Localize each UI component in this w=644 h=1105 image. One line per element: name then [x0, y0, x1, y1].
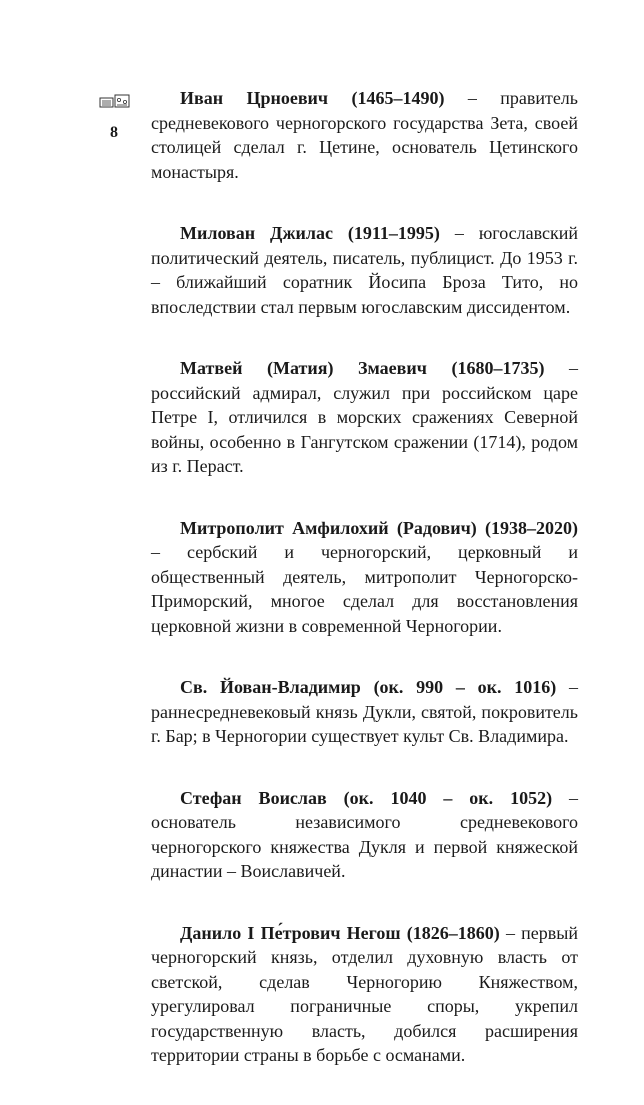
entry-danilo-petrovic-njegos — [151, 921, 578, 1068]
entry-text: – раннесредневековый князь Дукли, святой, покровитель г. Бар; в Черногории существует культ Св. Владимира. — [151, 677, 579, 746]
entry-text: – основатель независимого средневекового черногорского княжества Дукля и первой княжеской династии – Воиславичей. — [151, 787, 578, 881]
entry-name: Митрополит Амфилохий (Радович) (1938–2020) — [180, 517, 578, 538]
entry-milovan-djilas — [151, 221, 578, 319]
entry-metropolitan-amfilohije — [151, 516, 578, 639]
entry-stefan-vojislav — [151, 786, 578, 884]
entry-name: Стефан Воислав (ок. 1040 – ок. 1052) — [180, 787, 553, 808]
entry-text: – российский адмирал, служил при российском царе Петре I, отличился в морских сражениях Северной войны, особенно в Гангутском сражении (1714), родом из г. Пераст. — [151, 358, 578, 476]
entry-name: Милован Джилас (1911–1995) — [180, 223, 440, 243]
entry-name: Иван Црноевич (1465–1490) — [180, 88, 445, 108]
entry-name: Данило I Пе́трович Негош (1826–1860) — [180, 922, 500, 943]
book-margin-icon — [99, 93, 131, 109]
entry-text: – югославский политический деятель, писатель, публицист. До 1953 г. – ближайший соратник Йосипа Броза Тито, но впоследствии стал первым югославским диссидентом. — [151, 223, 578, 317]
entry-text: – первый черногорский князь, отделил духовную власть от светской, сделав Черногорию Княжеством, урегулировал пограничные споры, укрепил государственную власть, добился расширения территории страны в борьбе с османами. — [151, 922, 578, 1065]
page-number: 8 — [110, 124, 118, 141]
entry-matvey-zmaevich — [151, 356, 578, 479]
entry-ivan-crnojevic — [151, 86, 578, 184]
entry-list — [151, 86, 578, 1105]
entry-text: – правитель средневекового черногорского государства Зета, своей столицей сделал г. Цетине, основатель Цетинского монастыря. — [151, 88, 578, 182]
entry-text: – сербский и черногорский, церковный и общественный деятель, митрополит Черногорско-Приморский, многое сделал для восстановления церковной жизни в современной Черногории. — [151, 542, 578, 636]
entry-name: Св. Йован-Владимир (ок. 990 – ок. 1016) — [180, 677, 557, 697]
entry-name: Матвей (Матия) Змаевич (1680–1735) — [180, 358, 545, 378]
entry-jovan-vladimir — [151, 675, 578, 749]
